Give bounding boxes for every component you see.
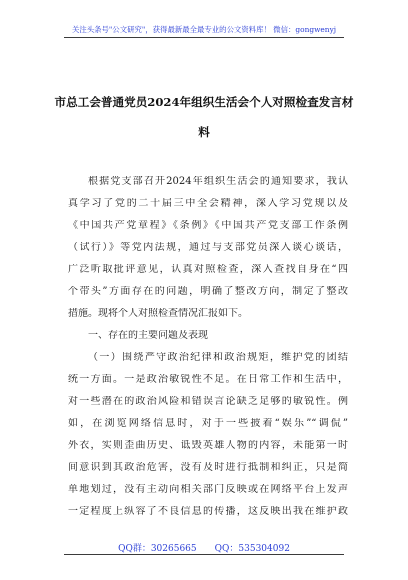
footer-contact bbox=[0, 541, 408, 554]
document-title-line-2: 料 bbox=[198, 125, 210, 139]
footer-divider bbox=[64, 554, 344, 555]
body-line: 单地划过，没有主动向相关部门反映或在网络平台上发声 bbox=[68, 484, 348, 495]
body-line: 外衣，实则歪曲历史、诋毁英雄人物的内容，未能第一时 bbox=[68, 440, 348, 451]
body-line: 措施。现将个人对照检查情况汇报如下。 bbox=[68, 308, 248, 319]
footer-qq-number: QQ：535304092 bbox=[214, 544, 290, 554]
body-line: 真学习了党的二十届三中全会精神，深入学习党规以及 bbox=[68, 198, 348, 209]
body-line: （一）围绕严守政治纪律和政治规矩，维护党的团结 bbox=[88, 352, 348, 363]
body-line: 间意识到其政治危害，没有及时进行抵制和纠正，只是简 bbox=[68, 462, 348, 473]
section-heading: 一、存在的主要问题及表现 bbox=[88, 330, 208, 341]
document-title-line-1: 市总工会普通党员2024年组织生活会个人对照检查发言材 bbox=[54, 95, 354, 109]
body-line: 广泛听取批评意见，认真对照检查，深入查找自身在“四 bbox=[68, 264, 348, 275]
body-line: 一定程度上纵容了不良信息的传播，这反映出我在维护政 bbox=[68, 506, 348, 517]
footer-qq-group: QQ群：30265665 bbox=[118, 544, 197, 554]
header-divider bbox=[64, 37, 344, 38]
header-banner: 关注头条号"公文研究"，获得最新最全最专业的公文资料库！ 微信：gongwenyj bbox=[71, 25, 337, 34]
body-line: 个带头”方面存在的问题，明确了整改方向，制定了整改 bbox=[68, 286, 348, 297]
body-line: 统一方面。一是政治敏锐性不足。在日常工作和生活中， bbox=[68, 374, 348, 385]
body-line: 《中国共产党章程》《条例》《中国共产党支部工作条例 bbox=[68, 220, 348, 231]
body-line: 对一些潜在的政治风险和错误言论缺乏足够的敏锐性。例 bbox=[68, 396, 348, 407]
body-line: 如，在浏览网络信息时，对于一些披着“娱乐”“调侃” bbox=[68, 418, 348, 429]
body-line: （试行）》等党内法规，通过与支部党员深入谈心谈话， bbox=[68, 242, 348, 253]
body-line: 根据党支部召开2024年组织生活会的通知要求，我认 bbox=[88, 176, 348, 187]
